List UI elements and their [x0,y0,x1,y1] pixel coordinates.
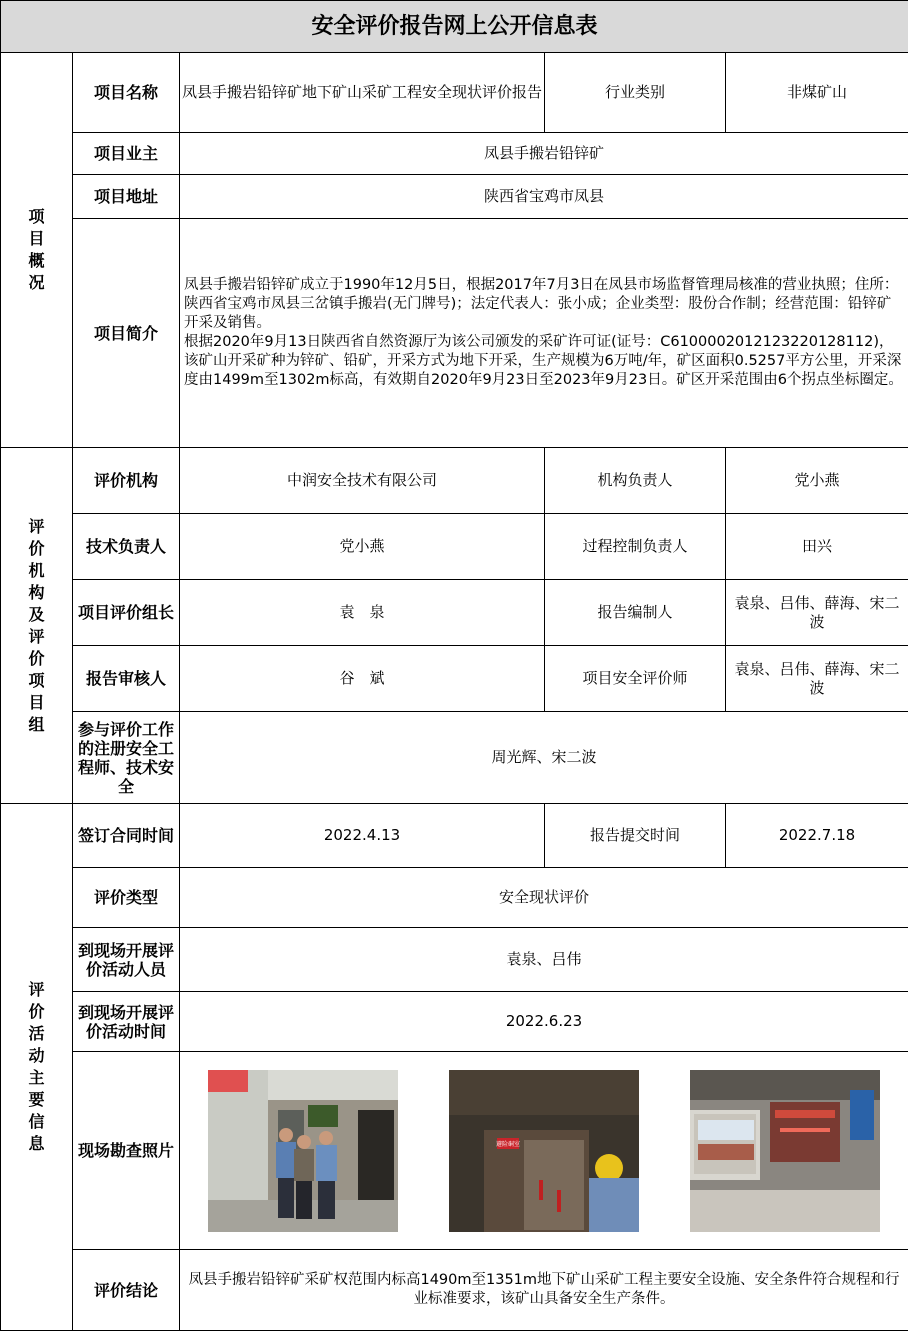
onsite-time-value: 2022.6.23 [180,992,908,1052]
writer-value: 袁泉、吕伟、薛海、宋二波 [726,580,908,646]
page-title: 安全评价报告网上公开信息表 [1,1,908,53]
section-org: 评价机构及评价项目组 [1,448,73,804]
evaluator-label: 项目安全评价师 [545,646,726,712]
onsite-staff-label: 到现场开展评价活动人员 [73,928,180,992]
address-value: 陕西省宝鸡市凤县 [180,175,908,219]
engineers-value: 周光辉、宋二波 [180,712,908,804]
owner-label: 项目业主 [73,133,180,175]
submit-date-value: 2022.7.18 [726,804,908,868]
site-photos-label: 现场勘查照片 [73,1052,180,1250]
process-head-value: 田兴 [726,514,908,580]
site-photos-cell [180,1052,908,1250]
intro-paragraph-1: 凤县手搬岩铅锌矿成立于1990年12月5日，根据2017年7月3日在凤县市场监督管理局核准的营业执照；住所：陕西省宝鸡市凤县三岔镇手搬岩(无门牌号)；法定代表人：张小成；企业类型：股份合作制；经营范围：铅锌矿开采及销售。 [184,277,899,331]
onsite-time-label: 到现场开展评价活动时间 [73,992,180,1052]
team-leader-label: 项目评价组长 [73,580,180,646]
address-label: 项目地址 [73,175,180,219]
team-leader-value: 袁 泉 [180,580,545,646]
onsite-staff-value: 袁泉、吕伟 [180,928,908,992]
conclusion-value: 凤县手搬岩铅锌矿采矿权范围内标高1490m至1351m地下矿山采矿工程主要安全设施、安全条件符合规程和行业标准要求，该矿山具备安全生产条件。 [180,1250,908,1331]
site-photo-office [208,1070,398,1232]
submit-date-label: 报告提交时间 [545,804,726,868]
intro-value [180,219,908,448]
industry-value: 非煤矿山 [726,53,908,133]
reviewer-value: 谷 斌 [180,646,545,712]
conclusion-label: 评价结论 [73,1250,180,1331]
project-name-label: 项目名称 [73,53,180,133]
section-overview: 项目概况 [1,53,73,448]
owner-value: 凤县手搬岩铅锌矿 [180,133,908,175]
agency-head-label: 机构负责人 [545,448,726,514]
eval-type-value: 安全现状评价 [180,868,908,928]
intro-paragraph-2: 根据2020年9月13日陕西省自然资源厅为该公司颁发的采矿许可证(证号：C6100002012123220128112)，该矿山开采矿种为锌矿、铅矿，开采方式为地下开采，生产规模为6万吨/年，矿区面积0.5257平方公里，开采深度由1499m至1302m标高，有效期自2020年9月23日至2023年9月23日。矿区开采范围由6个拐点坐标圈定。 [184,334,903,388]
process-head-label: 过程控制负责人 [545,514,726,580]
eval-type-label: 评价类型 [73,868,180,928]
evaluator-value: 袁泉、吕伟、薛海、宋二波 [726,646,908,712]
section-activity: 评价活动主要信息 [1,804,73,1331]
intro-label: 项目简介 [73,219,180,448]
tech-head-value: 党小燕 [180,514,545,580]
agency-value: 中润安全技术有限公司 [180,448,545,514]
reviewer-label: 报告审核人 [73,646,180,712]
contract-date-value: 2022.4.13 [180,804,545,868]
engineers-label: 参与评价工作的注册安全工程师、技术安全 [73,712,180,804]
industry-label: 行业类别 [545,53,726,133]
tech-head-label: 技术负责人 [73,514,180,580]
site-photo-refuge-chamber [449,1070,639,1232]
contract-date-label: 签订合同时间 [73,804,180,868]
agency-label: 评价机构 [73,448,180,514]
agency-head-value: 党小燕 [726,448,908,514]
site-photo-equipment [690,1070,880,1232]
project-name-value: 凤县手搬岩铅锌矿地下矿山采矿工程安全现状评价报告 [180,53,545,133]
writer-label: 报告编制人 [545,580,726,646]
refuge-sign-text: 避险硐室 [495,1140,520,1148]
